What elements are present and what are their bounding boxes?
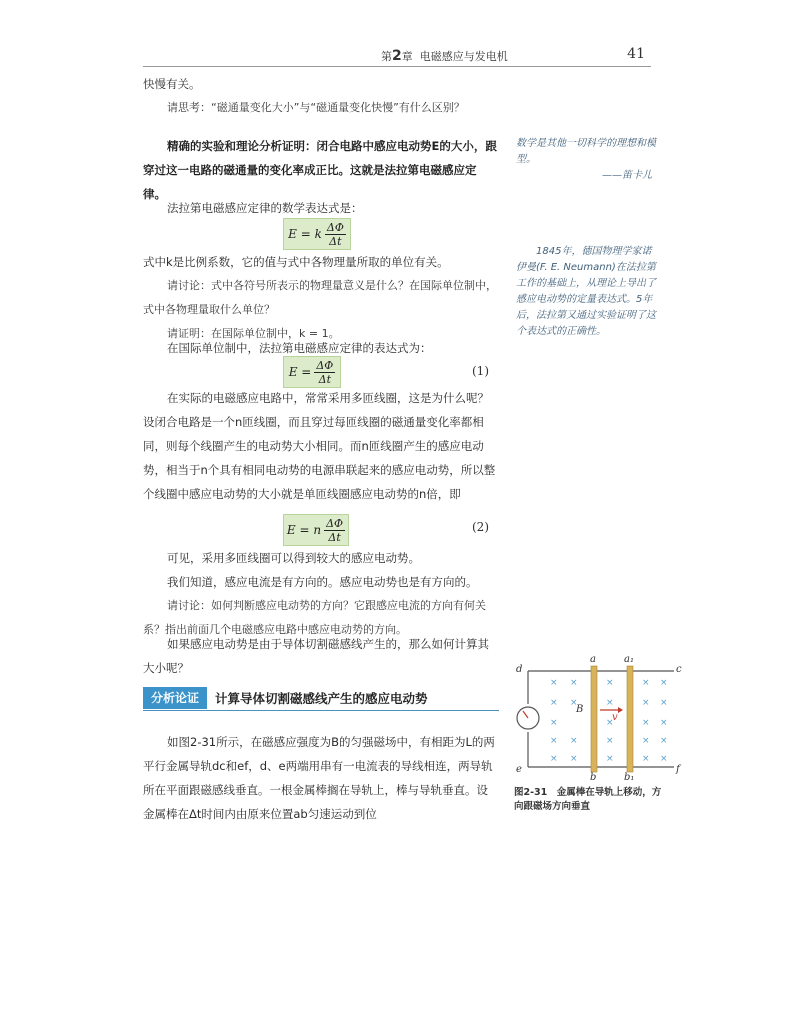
field-cross: ×	[570, 736, 578, 746]
equation-number: (2)	[472, 520, 489, 534]
paragraph: 如图2-31所示，在磁感应强度为B的匀强磁场中，有相距为L的两平行金属导轨dc和ef，d、e两端用串有一电流表的导线相连，两导轨所在平面跟磁感线垂直。一根金属棒搁在导轨上，棒与导轨垂直。设金属棒在Δt时间内由原来位置ab匀速运动到位	[143, 735, 495, 821]
field-cross: ×	[642, 678, 650, 688]
field-cross: ×	[606, 718, 614, 728]
label-b1: b₁	[624, 772, 635, 783]
banner-tag: 分析论证	[143, 687, 207, 709]
discuss-question: 请讨论：如何判断感应电动势的方向？它跟感应电流的方向有何关系？指出前面几个电磁感应电路中感应电动势的方向。	[143, 599, 486, 636]
label-b: b	[590, 772, 597, 783]
equation-number: (1)	[472, 364, 489, 378]
field-cross: ×	[606, 678, 614, 688]
law-statement: 精确的实验和理论分析证明：闭合电路中感应电动势E的大小，跟穿过这一电路的磁通量的变化率成正比。这就是法拉第电磁感应定律。	[143, 139, 497, 201]
field-cross: ×	[550, 678, 558, 688]
page-header	[143, 46, 651, 67]
think-question: 请思考：“磁通量变化大小”与“磁通量变化快慢”有什么区别？	[167, 101, 465, 114]
field-cross: ×	[570, 678, 578, 688]
field-cross: ×	[660, 718, 668, 728]
field-cross: ×	[550, 754, 558, 764]
field-cross: ×	[570, 698, 578, 708]
field-cross: ×	[570, 754, 578, 764]
paragraph: 式中k是比例系数，它的值与式中各物理量所取的单位有关。	[143, 255, 449, 269]
rod-a1b1	[627, 666, 633, 772]
field-cross: ×	[550, 736, 558, 746]
field-cross: ×	[660, 678, 668, 688]
label-a1: a₁	[624, 654, 634, 665]
rail-diagram	[514, 654, 684, 784]
field-cross: ×	[606, 754, 614, 764]
section-banner	[143, 687, 428, 709]
figure-2-31	[514, 654, 684, 784]
field-cross: ×	[550, 698, 558, 708]
chapter-title: 第2章 电磁感应与发电机	[381, 48, 508, 64]
field-cross: ×	[642, 718, 650, 728]
field-cross: ×	[606, 698, 614, 708]
formula-faraday-n: E = n $\frac{\Delta\Phi}{\Delta t}$	[283, 514, 349, 546]
field-cross: ×	[642, 698, 650, 708]
paragraph: 快慢有关。	[143, 77, 201, 91]
paragraph: 法拉第电磁感应定律的数学表达式是：	[167, 201, 363, 215]
label-B: B	[576, 704, 584, 715]
label-v: v	[612, 712, 618, 723]
field-cross: ×	[550, 718, 558, 728]
paragraph: 在实际的电磁感应电路中，常常采用多匝线圈，这是为什么呢？设闭合电路是一个n匝线圈，而且穿过每匝线圈的磁通量变化率都相同，则每个线圈产生的电动势大小相同。而n匝线圈产生的感应电动势，相当于n个具有相同电动势的电源串联起来的感应电动势，所以整个线圈中感应电动势的大小就是单匝线圈感应电动势的n倍，即	[143, 391, 496, 501]
paragraph: 可见，采用多匝线圈可以得到较大的感应电动势。	[167, 551, 420, 565]
sidenote-history: 1845年，德国物理学家诺伊曼(F. E. Neumann)在法拉第工作的基础上，从理论上导出了感应电动势的定量表达式。5年后，法拉第又通过实验证明了这个表达式的正确性。	[516, 246, 656, 337]
paragraph: 如果感应电动势是由于导体切割磁感线产生的，那么如何计算其大小呢？	[143, 637, 489, 675]
label-d: d	[516, 664, 523, 675]
discuss-question: 请讨论：式中各符号所表示的物理量意义是什么？在国际单位制中，式中各物理量取什么单位？	[143, 279, 497, 316]
figure-caption: 图2-31 金属棒在导轨上移动，方向跟磁场方向垂直	[514, 787, 662, 812]
paragraph: 在国际单位制中，法拉第电磁感应定律的表达式为：	[167, 341, 432, 355]
label-e: e	[516, 764, 522, 775]
prove-question: 请证明：在国际单位制中，k = 1。	[167, 327, 340, 340]
formula-faraday-k: E = k $\frac{\Delta\Phi}{\Delta t}$	[283, 218, 351, 250]
field-cross: ×	[642, 754, 650, 764]
field-cross: ×	[606, 736, 614, 746]
label-c: c	[676, 664, 682, 675]
banner-title: 计算导体切割磁感线产生的感应电动势	[215, 691, 428, 706]
rod-ab	[591, 666, 597, 772]
label-a: a	[590, 654, 596, 665]
paragraph: 我们知道，感应电流是有方向的。感应电动势也是有方向的。	[167, 575, 478, 589]
velocity-arrowhead	[618, 707, 623, 713]
page-number: 41	[627, 46, 645, 62]
field-cross: ×	[660, 754, 668, 764]
sidenote-quote: 数学是其他一切科学的理想和模型。 ——笛卡儿	[516, 138, 656, 181]
field-cross: ×	[660, 736, 668, 746]
label-f: f	[676, 764, 680, 775]
formula-faraday-1: E = $\frac{\Delta\Phi}{\Delta t}$	[283, 356, 341, 388]
field-cross: ×	[642, 736, 650, 746]
banner-divider	[143, 710, 499, 711]
field-cross: ×	[660, 698, 668, 708]
